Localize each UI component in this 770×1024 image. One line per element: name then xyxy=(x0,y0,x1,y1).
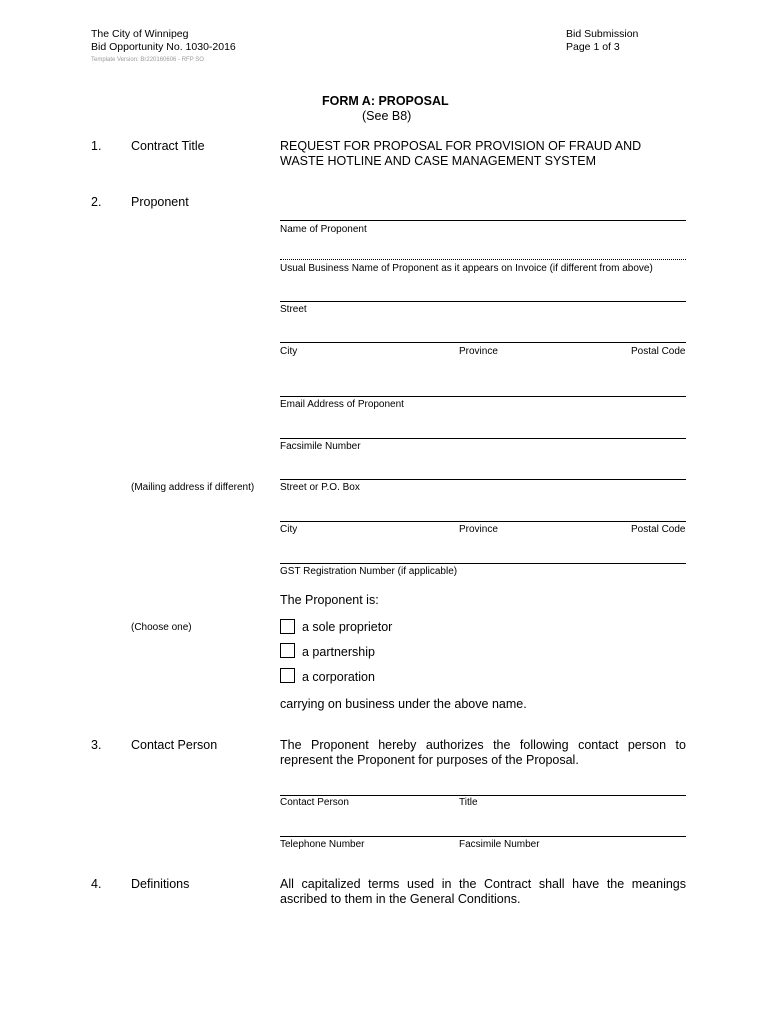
proponent-is-label: The Proponent is: xyxy=(280,593,379,607)
sole-proprietor-label: a sole proprietor xyxy=(302,620,393,634)
mailing-city-province-postal-field[interactable] xyxy=(280,521,686,522)
section-2-label: Proponent xyxy=(131,195,189,209)
contact-person-title-field[interactable] xyxy=(280,795,686,796)
section-1-number: 1. xyxy=(91,139,102,153)
mailing-street-field[interactable] xyxy=(280,479,686,480)
province-caption: Province xyxy=(459,346,498,357)
contract-title-line-2: WASTE HOTLINE AND CASE MANAGEMENT SYSTEM xyxy=(280,154,597,168)
section-2-number: 2. xyxy=(91,195,102,209)
postal-code-caption: Postal Code xyxy=(631,346,686,357)
partnership-label: a partnership xyxy=(302,645,375,659)
title-caption: Title xyxy=(459,797,478,808)
section-1-label: Contract Title xyxy=(131,139,205,153)
mailing-city-caption: City xyxy=(280,524,298,535)
telephone-facsimile-field[interactable] xyxy=(280,836,686,837)
telephone-caption: Telephone Number xyxy=(280,839,365,850)
doc-type: Bid Submission xyxy=(566,28,639,40)
section-3-number: 3. xyxy=(91,738,102,752)
mailing-postal-code-caption: Postal Code xyxy=(631,524,686,535)
mailing-province-caption: Province xyxy=(459,524,498,535)
bid-opportunity-number: Bid Opportunity No. 1030-2016 xyxy=(91,41,236,53)
facsimile-field[interactable] xyxy=(280,438,686,439)
corporation-label: a corporation xyxy=(302,670,375,684)
org-name: The City of Winnipeg xyxy=(91,28,189,40)
section-4-number: 4. xyxy=(91,877,102,891)
template-version: Template Version: Br220160606 - RFP SO xyxy=(91,57,204,63)
mailing-street-caption: Street or P.O. Box xyxy=(280,482,360,493)
city-province-postal-field[interactable] xyxy=(280,342,686,343)
choose-one-note: (Choose one) xyxy=(131,622,192,633)
form-subtitle: (See B8) xyxy=(362,109,412,123)
contact-facsimile-caption: Facsimile Number xyxy=(459,839,540,850)
section-4-label: Definitions xyxy=(131,877,190,891)
email-field[interactable] xyxy=(280,396,686,397)
carrying-on-business-text: carrying on business under the above name. xyxy=(280,697,527,711)
street-caption: Street xyxy=(280,304,307,315)
city-caption: City xyxy=(280,346,298,357)
street-field[interactable] xyxy=(280,301,686,302)
gst-registration-caption: GST Registration Number (if applicable) xyxy=(280,566,458,577)
form-title: FORM A: PROPOSAL xyxy=(322,94,449,108)
gst-registration-field[interactable] xyxy=(280,563,686,564)
section-3-label: Contact Person xyxy=(131,738,218,752)
contact-person-caption: Contact Person xyxy=(280,797,349,808)
corporation-checkbox[interactable] xyxy=(280,668,295,683)
facsimile-caption: Facsimile Number xyxy=(280,441,361,452)
contract-title-line-1: REQUEST FOR PROPOSAL FOR PROVISION OF FRAUD AND xyxy=(280,139,642,153)
page-number: Page 1 of 3 xyxy=(566,41,620,53)
partnership-checkbox[interactable] xyxy=(280,643,295,658)
definitions-text: All capitalized terms used in the Contract shall have the meanings ascribed to them in the General Conditions. xyxy=(280,877,686,906)
name-of-proponent-field[interactable] xyxy=(280,220,686,221)
usual-business-name-field[interactable] xyxy=(280,259,686,260)
email-caption: Email Address of Proponent xyxy=(280,399,404,410)
name-of-proponent-caption: Name of Proponent xyxy=(280,224,367,235)
mailing-address-note: (Mailing address if different) xyxy=(131,482,255,493)
contact-person-authorization-text: The Proponent hereby authorizes the following contact person to represent the Proponent for purposes of the Proposal. xyxy=(280,738,686,767)
sole-proprietor-checkbox[interactable] xyxy=(280,619,295,634)
usual-business-name-caption: Usual Business Name of Proponent as it appears on Invoice (if different from above) xyxy=(280,263,653,274)
